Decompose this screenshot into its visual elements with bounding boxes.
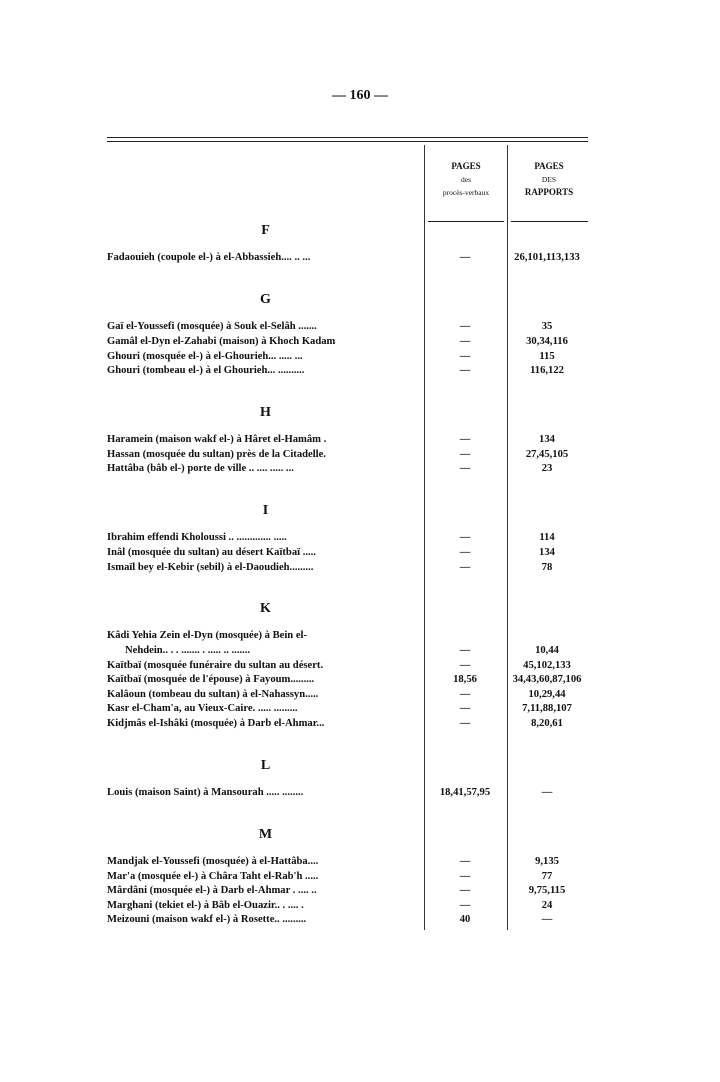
entry-name <box>107 462 424 477</box>
index-entry <box>107 884 588 899</box>
pages-proces-verbaux: — <box>459 703 471 715</box>
entry-name <box>107 350 424 365</box>
pages-proces-verbaux: — <box>459 870 471 882</box>
header-rapports <box>508 160 590 199</box>
entry-name <box>107 448 424 463</box>
entry-name <box>107 870 424 885</box>
pages-rapports: 45,102,133 <box>523 659 571 671</box>
letter-heading: I <box>262 502 269 518</box>
pages-rapports: 9,75,115 <box>528 885 566 897</box>
index-entry <box>107 673 588 688</box>
index-entry <box>107 659 588 674</box>
section-letter <box>107 732 588 786</box>
header-proces-verbaux <box>425 160 507 199</box>
index-entry <box>107 251 588 266</box>
index-entry <box>107 462 588 477</box>
double-rule <box>107 141 588 142</box>
entry-name-text: Gaï el-Youssefi (mosquée) à Souk el-Selâh ....... <box>107 321 317 333</box>
entry-name-text: Fadaouieh (coupole el-) à el-Abbassieh.... .. ... <box>107 252 311 264</box>
entry-name <box>107 561 424 576</box>
entry-name <box>107 251 424 266</box>
index-entry <box>107 870 588 885</box>
entry-name <box>107 688 424 703</box>
entry-name-text: Mârdâni (mosquée el-) à Darb el-Ahmar . .... .. <box>107 885 317 897</box>
index-entry <box>107 786 588 801</box>
pages-rapports: 7,11,88,107 <box>522 703 572 715</box>
pages-rapports: 116,122 <box>530 365 564 377</box>
entry-name-text: Ghouri (mosquée el-) à el-Ghourieh... ..... ... <box>107 350 303 362</box>
entry-name <box>107 659 424 674</box>
entry-name <box>107 629 424 658</box>
pages-proces-verbaux: — <box>459 899 471 911</box>
entry-name-text: Hattâba (bâb el-) porte de ville .. .... ..... ... <box>107 463 294 475</box>
pages-rapports: 8,20,61 <box>531 718 563 730</box>
index-entry <box>107 364 588 379</box>
entry-name <box>107 702 424 717</box>
pages-rapports: 78 <box>541 561 553 573</box>
pages-proces-verbaux: — <box>459 532 471 544</box>
pages-proces-verbaux: — <box>459 561 471 573</box>
entry-name-text: Kaïtbaï (mosquée de l'épouse) à Fayoum......... <box>107 674 315 686</box>
pages-rapports: 77 <box>541 870 553 882</box>
entry-name-text: Meizouni (maison wakf el-) à Rosette.. ......... <box>107 914 307 926</box>
letter-heading: F <box>261 223 270 238</box>
index-entry <box>107 855 588 870</box>
entry-name-text: Kasr el-Cham'a, au Vieux-Caire. ..... ......... <box>107 703 298 715</box>
header-label: procès-verbaux <box>442 188 490 197</box>
pages-proces-verbaux: — <box>459 350 471 362</box>
letter-heading: K <box>260 601 271 617</box>
entry-name <box>107 673 424 688</box>
index-entry <box>107 350 588 365</box>
entry-name <box>107 364 424 379</box>
pages-proces-verbaux: — <box>459 252 471 264</box>
entry-name-continuation: Nehdein.. . . ....... . ..... .. ....... <box>125 645 251 657</box>
pages-rapports: 134 <box>539 546 555 558</box>
entry-name <box>107 855 424 870</box>
pages-proces-verbaux: — <box>459 365 471 377</box>
entry-name <box>107 335 424 350</box>
entry-name-text: Hassan (mosquée du sultan) près de la Citadelle. <box>107 448 326 460</box>
entry-name <box>107 320 424 335</box>
entry-name <box>107 899 424 914</box>
pages-proces-verbaux: — <box>459 688 471 700</box>
pages-rapports: 30,34,116 <box>526 335 568 347</box>
entry-name-text: Kâdi Yehia Zein el-Dyn (mosquée) à Bein el- <box>107 630 308 642</box>
pages-proces-verbaux: — <box>459 463 471 475</box>
entry-name-text: Ismaïl bey el-Kebir (sebil) à el-Daoudieh......... <box>107 561 314 573</box>
pages-proces-verbaux: — <box>459 885 471 897</box>
section-letter <box>107 197 588 251</box>
pages-rapports: 34,43,60,87,106 <box>512 674 582 686</box>
pages-proces-verbaux: 18,41,57,95 <box>439 787 491 799</box>
section-letter <box>107 379 588 433</box>
entry-name-text: Kalâoun (tombeau du sultan) à el-Nahassyn..... <box>107 688 319 700</box>
pages-proces-verbaux: 18,56 <box>453 674 477 686</box>
index-entry <box>107 899 588 914</box>
entry-name-text: Haramein (maison wakf el-) à Hâret el-Hamâm . <box>107 434 327 446</box>
letter-heading: G <box>260 291 271 307</box>
entry-name-text: Kaïtbaï (mosquée funéraire du sultan au désert. <box>107 659 324 671</box>
pages-rapports: 27,45,105 <box>525 448 569 460</box>
header-sub: DES <box>541 175 557 184</box>
letter-heading: H <box>260 404 271 420</box>
header-title: PAGES <box>534 161 564 171</box>
entry-name-text: Ghouri (tombeau el-) à el Ghourieh... .......... <box>107 365 305 377</box>
index-entry <box>107 702 588 717</box>
entry-name <box>107 884 424 899</box>
index-entry <box>107 629 588 658</box>
entry-name-text: Louis (maison Saint) à Mansourah ..... ........ <box>107 787 304 799</box>
entry-name <box>107 786 424 801</box>
page-number: — 160 — <box>332 88 388 103</box>
pages-rapports: 9,135 <box>535 856 559 868</box>
entry-name <box>107 531 424 546</box>
letter-heading: L <box>260 757 271 773</box>
header-label: RAPPORTS <box>524 187 574 197</box>
section-letter <box>107 575 588 629</box>
pages-rapports: 26,101,113,133 <box>514 252 580 264</box>
entry-name-text: Gamâl el-Dyn el-Zahabi (maison) à Khoch Kadam <box>107 335 336 347</box>
entry-name <box>107 546 424 561</box>
entry-name <box>107 433 424 448</box>
pages-rapports: 114 <box>539 532 555 544</box>
index-entry <box>107 561 588 576</box>
pages-proces-verbaux: — <box>459 645 471 657</box>
entry-name-text: Kidjmâs el-Ishâki (mosquée) à Darb el-Ahmar... <box>107 718 325 730</box>
pages-rapports: — <box>541 787 553 799</box>
index-entry <box>107 335 588 350</box>
index-table <box>107 197 588 928</box>
pages-rapports: 35 <box>541 321 553 333</box>
pages-proces-verbaux: — <box>459 546 471 558</box>
pages-proces-verbaux: 40 <box>459 914 471 926</box>
section-letter <box>107 266 588 320</box>
pages-proces-verbaux: — <box>459 448 471 460</box>
entry-name <box>107 913 424 928</box>
index-entry <box>107 546 588 561</box>
pages-proces-verbaux: — <box>459 718 471 730</box>
pages-rapports: — <box>541 914 553 926</box>
section-letter <box>107 801 588 855</box>
entry-name-text: Mandjak el-Youssefi (mosquée) à el-Hattâba.... <box>107 856 319 868</box>
pages-rapports: 10,29,44 <box>528 688 566 700</box>
pages-proces-verbaux: — <box>459 434 471 446</box>
entry-name-text: Inâl (mosquée du sultan) au désert Kaïtbaï ..... <box>107 546 316 558</box>
index-entry <box>107 448 588 463</box>
index-entry <box>107 717 588 732</box>
pages-rapports: 10,44 <box>535 645 559 657</box>
pages-proces-verbaux: — <box>459 659 471 671</box>
pages-rapports: 115 <box>539 350 555 362</box>
section-letter <box>107 477 588 531</box>
pages-proces-verbaux: — <box>459 856 471 868</box>
entry-name-text: Mar'a (mosquée el-) à Châra Taht el-Rab'h ..... <box>107 870 319 882</box>
entry-name-text: Ibrahim effendi Kholoussi .. ............. ..... <box>107 532 287 544</box>
entry-name-text: Marghani (tekiet el-) à Bâb el-Ouazir.. . .... . <box>107 899 304 911</box>
double-rule <box>107 137 588 138</box>
pages-proces-verbaux: — <box>459 321 471 333</box>
header-title: PAGES <box>451 161 481 171</box>
pages-proces-verbaux: — <box>459 335 471 347</box>
pages-rapports: 23 <box>541 463 553 475</box>
pages-rapports: 134 <box>539 434 555 446</box>
index-entry <box>107 913 588 928</box>
index-entry <box>107 433 588 448</box>
index-entry <box>107 320 588 335</box>
entry-name <box>107 717 424 732</box>
index-entry <box>107 688 588 703</box>
header-sub: des <box>461 175 471 184</box>
index-entry <box>107 531 588 546</box>
letter-heading: M <box>258 826 273 842</box>
pages-rapports: 24 <box>541 899 553 911</box>
